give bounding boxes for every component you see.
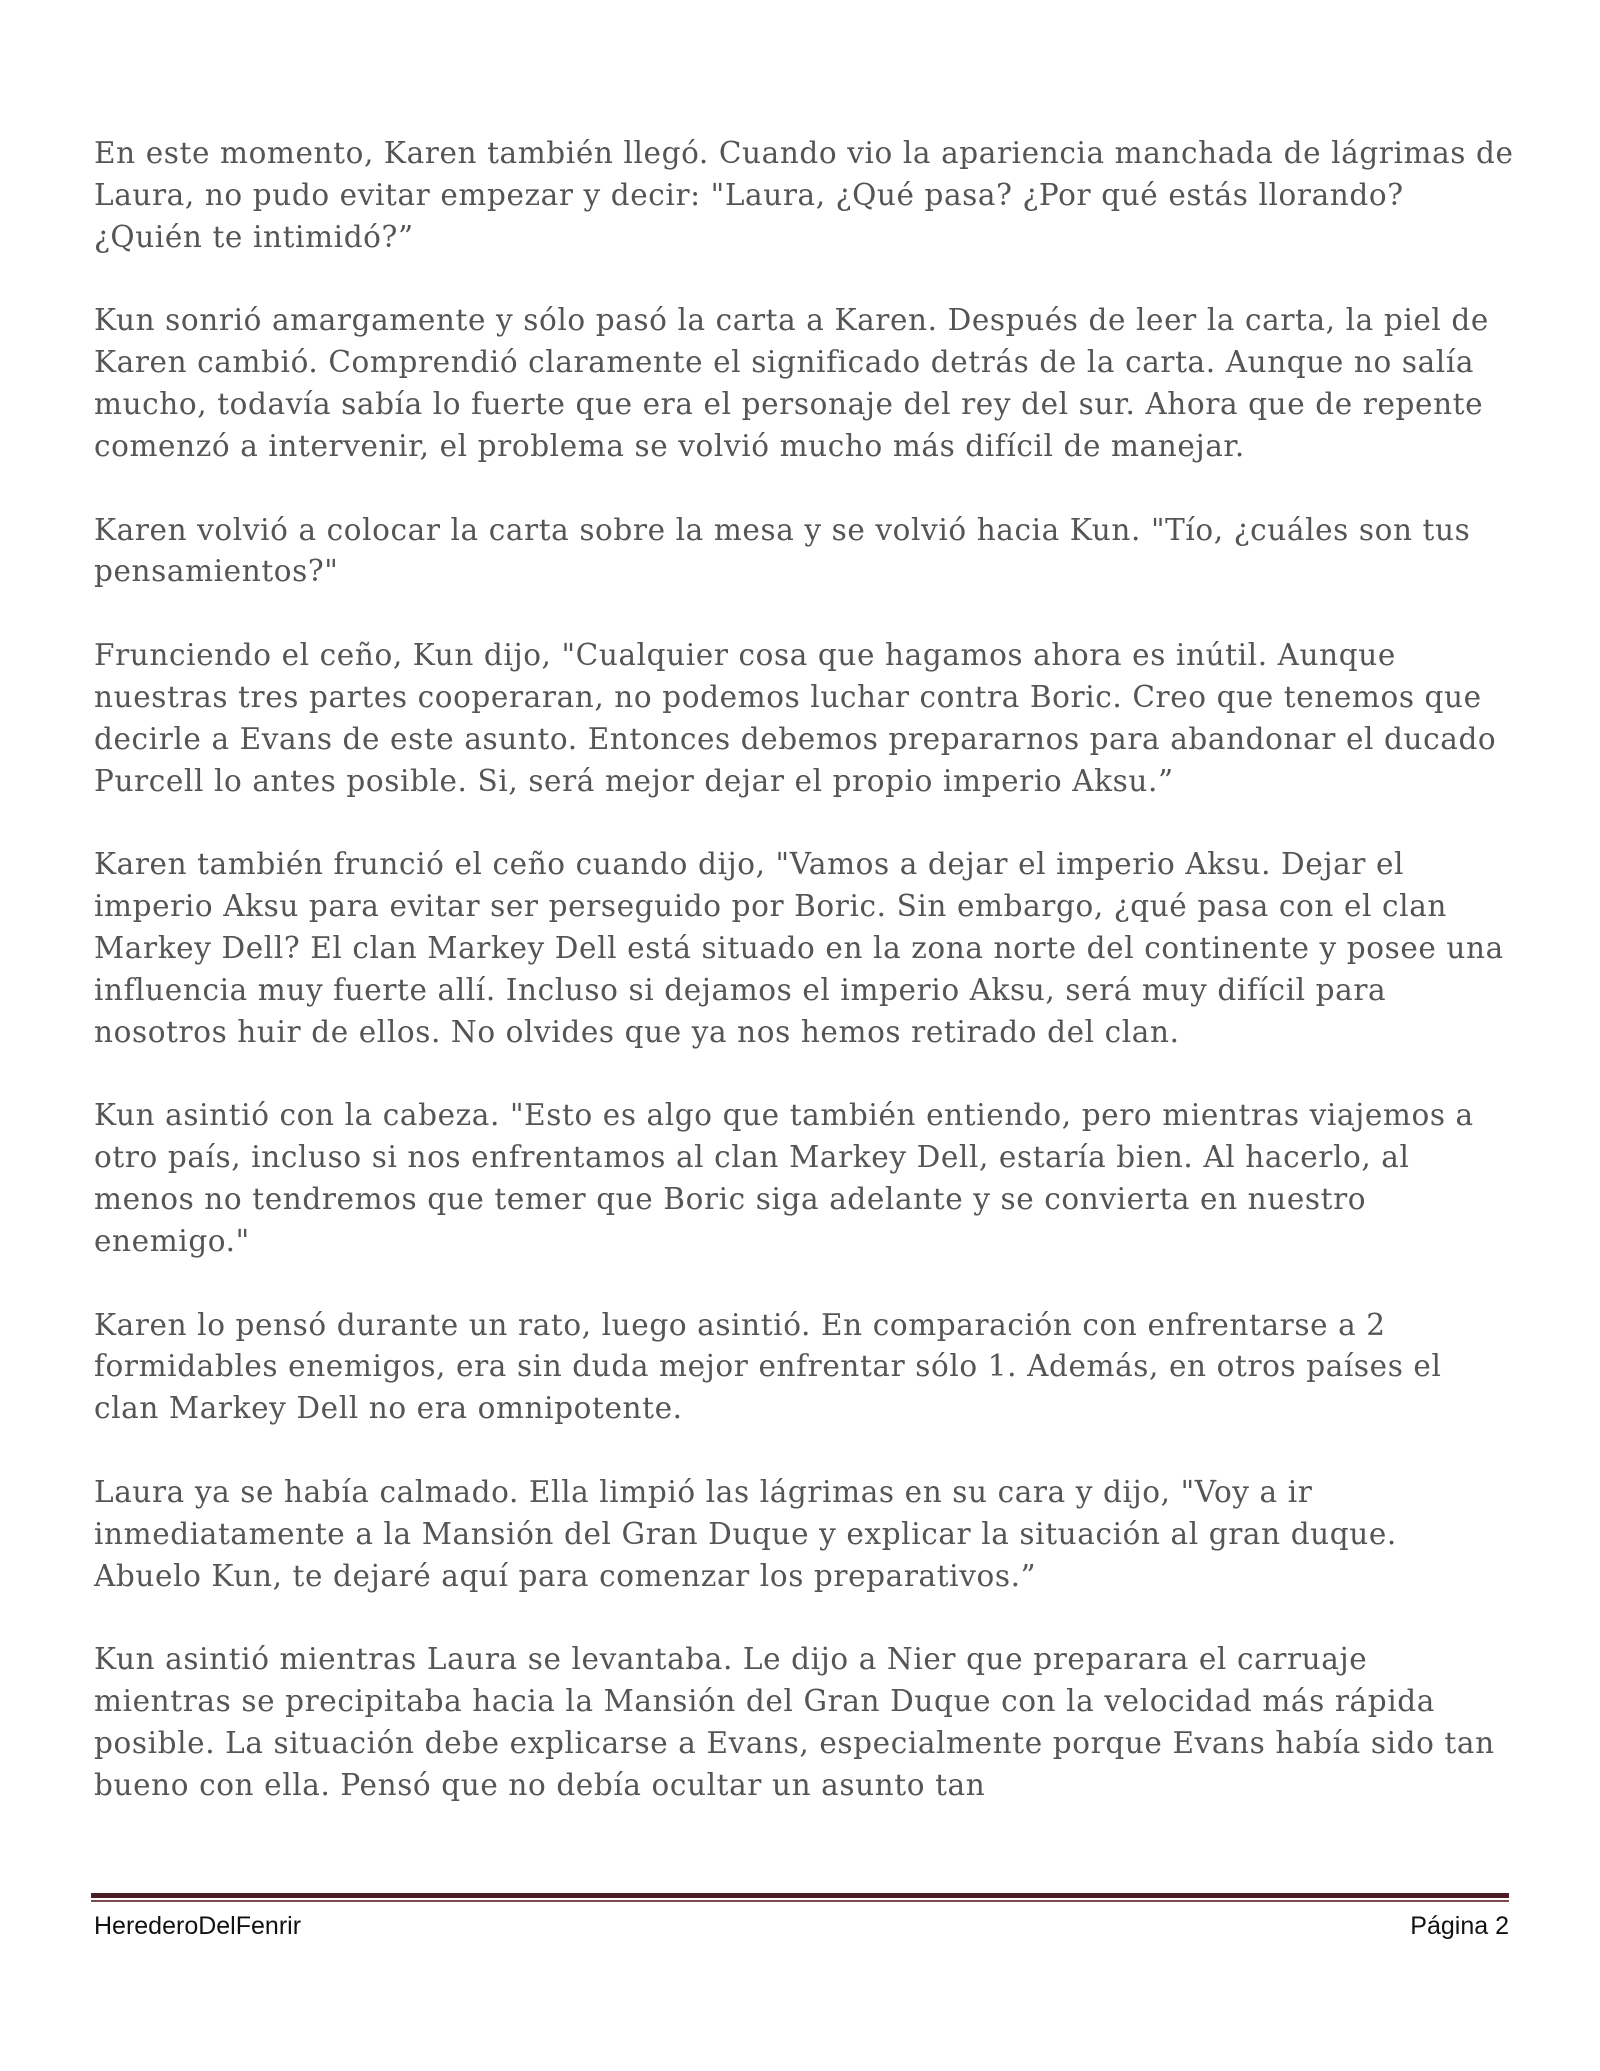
paragraph-3: Karen volvió a colocar la carta sobre la mesa y se volvió hacia Kun. "Tío, ¿cuáles son tus pensamientos?" — [94, 512, 1471, 589]
paragraph-9: Kun asintió mientras Laura se levantaba. Le dijo a Nier que preparara el carruaje mientras se precipitaba hacia la Mansión del Gran Duque con la velocidad más rápida posible. La situación debe explicarse a Evans, especialmente porque Evans había sido tan bueno con ella. Pensó que no debía ocultar un asunto tan — [94, 1642, 1495, 1802]
footer-divider-thin — [91, 1900, 1509, 1902]
paragraph-5: Karen también frunció el ceño cuando dijo, "Vamos a dejar el imperio Aksu. Dejar el imperio Aksu para evitar ser perseguido por Boric. Sin embargo, ¿qué pasa con el clan Markey Dell? El clan Markey Dell está situado en la zona norte del continente y posee una influencia muy fuerte allí. Incluso si dejamos el imperio Aksu, será muy difícil para nosotros huir de ellos. No olvides que ya nos hemos retirado del clan. — [94, 847, 1504, 1049]
page-number: Página 2 — [1410, 1912, 1509, 1940]
paragraph-6: Kun asintió con la cabeza. "Esto es algo que también entiendo, pero mientras viajemos a otro país, incluso si nos enfrentamos al clan Markey Dell, estaría bien. Al hacerlo, al menos no tendremos que temer que Boric siga adelante y se convierta en nuestro enemigo." — [94, 1098, 1474, 1258]
paragraph-7: Karen lo pensó durante un rato, luego asintió. En comparación con enfrentarse a 2 formidables enemigos, era sin duda mejor enfrentar sólo 1. Además, en otros países el clan Markey Dell no era omnipotente. — [94, 1307, 1442, 1426]
paragraph-1: En este momento, Karen también llegó. Cuando vio la apariencia manchada de lágrimas de Laura, no pudo evitar empezar y decir: "Laura, ¿Qué pasa? ¿Por qué estás llorando? ¿Quién te intimidó?” — [94, 136, 1514, 254]
paragraph-2: Kun sonrió amargamente y sólo pasó la carta a Karen. Después de leer la carta, la piel de Karen cambió. Comprendió claramente el significado detrás de la carta. Aunque no salía mucho, todavía sabía lo fuerte que era el personaje del rey del sur. Ahora que de repente comenzó a intervenir, el problema se volvió mucho más difícil de manejar. — [94, 303, 1489, 463]
page-footer — [94, 1909, 1509, 1943]
footer-divider-thick — [91, 1893, 1509, 1898]
paragraph-8: Laura ya se había calmado. Ella limpió las lágrimas en su cara y dijo, "Voy a ir inmediatamente a la Mansión del Gran Duque y explicar la situación al gran duque. Abuelo Kun, te dejaré aquí para comenzar los preparativos.” — [94, 1474, 1397, 1593]
page-body — [94, 133, 1514, 1849]
paragraph-4: Frunciendo el ceño, Kun dijo, "Cualquier cosa que hagamos ahora es inútil. Aunque nuestras tres partes cooperaran, no podemos luchar contra Boric. Creo que tenemos que decirle a Evans de este asunto. Entonces debemos prepararnos para abandonar el ducado Purcell lo antes posible. Si, será mejor dejar el propio imperio Aksu.” — [94, 638, 1497, 798]
footer-author: HerederoDelFenrir — [94, 1912, 302, 1940]
